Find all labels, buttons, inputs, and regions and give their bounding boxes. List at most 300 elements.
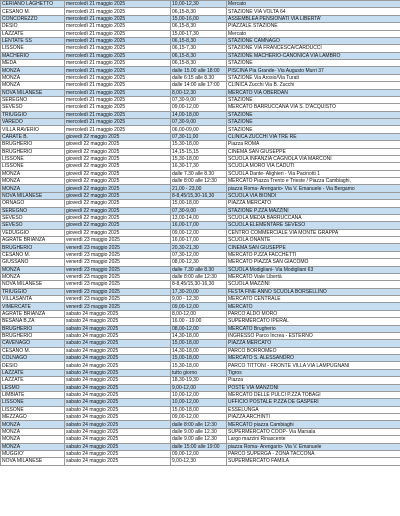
time-cell: 20,30-21,30 bbox=[171, 244, 227, 251]
location-cell: STAZIONE MACHERIO-CANONICA VIA LAMBRO bbox=[227, 52, 400, 59]
table-row bbox=[1, 82, 400, 89]
time-cell: dalle 8:00 alle 12:30 bbox=[171, 421, 227, 428]
time-cell: dalle 15:00 alle 19:00 bbox=[171, 443, 227, 450]
location-cell: STAZIONE VIA VOLTA 64 bbox=[227, 8, 400, 15]
date-cell: venerdì 23 maggio 2025 bbox=[65, 237, 171, 244]
location-cell: PISCINA Pia Grande- Via Augusto Murri 37 bbox=[227, 67, 400, 74]
table-row bbox=[1, 273, 400, 280]
city-cell: NOVA MILANESE bbox=[1, 192, 65, 199]
date-cell: sabato 24 maggio 2025 bbox=[65, 428, 171, 435]
table-row bbox=[1, 391, 400, 398]
table-row bbox=[1, 207, 400, 214]
location-cell: MERCATO Brugherio bbox=[227, 325, 400, 332]
time-cell: 06,15-8,30 bbox=[171, 52, 227, 59]
time-cell: 06,15-8,30 bbox=[171, 8, 227, 15]
location-cell: PIAZZALE STAZIONE bbox=[227, 23, 400, 30]
table-row bbox=[1, 443, 400, 450]
time-cell: 08,00-12,00 bbox=[171, 325, 227, 332]
table-row bbox=[1, 170, 400, 177]
date-cell: venerdì 23 maggio 2025 bbox=[65, 273, 171, 280]
date-cell: mercoledì 21 maggio 2025 bbox=[65, 1, 171, 8]
location-cell: MERCATO PIAZZA SAN GIACOMO bbox=[227, 259, 400, 266]
date-cell: sabato 24 maggio 2025 bbox=[65, 391, 171, 398]
location-cell: STAZIONE bbox=[227, 111, 400, 118]
location-cell: Mercato bbox=[227, 1, 400, 8]
date-cell: venerdì 23 maggio 2025 bbox=[65, 251, 171, 258]
location-cell: MERCATO CENTRALE bbox=[227, 296, 400, 303]
time-cell: 15,00-18,00 bbox=[171, 406, 227, 413]
location-cell: SCUOLA Modigliani- Via Modigliani 63 bbox=[227, 266, 400, 273]
city-cell: MONZA bbox=[1, 436, 65, 443]
table-row bbox=[1, 458, 400, 465]
city-cell: LISSONE bbox=[1, 163, 65, 170]
location-cell: MERCATO S. ALESSANDRO bbox=[227, 355, 400, 362]
date-cell: sabato 24 maggio 2025 bbox=[65, 332, 171, 339]
time-cell: 15,00-16,00 bbox=[171, 15, 227, 22]
location-cell: MERCATO Viale Libertà bbox=[227, 273, 400, 280]
table-row bbox=[1, 310, 400, 317]
time-cell: 18,30-19,30 bbox=[171, 377, 227, 384]
city-cell: BRUGHERIO bbox=[1, 148, 65, 155]
city-cell: CAVENAGO bbox=[1, 340, 65, 347]
date-cell: giovedì 22 maggio 2025 bbox=[65, 200, 171, 207]
time-cell: 06,15-7,30 bbox=[171, 45, 227, 52]
date-cell: venerdì 23 maggio 2025 bbox=[65, 259, 171, 266]
table-row bbox=[1, 15, 400, 22]
time-cell: 16,30-17,30 bbox=[171, 163, 227, 170]
location-cell: MERCATO piazza Cambiaghi bbox=[227, 421, 400, 428]
city-cell: MONZA bbox=[1, 67, 65, 74]
date-cell: giovedì 22 maggio 2025 bbox=[65, 229, 171, 236]
location-cell: POSTE VIA MANZONI bbox=[227, 384, 400, 391]
time-cell: 15,30-18,00 bbox=[171, 155, 227, 162]
date-cell: sabato 24 maggio 2025 bbox=[65, 414, 171, 421]
city-cell: MUGGIO' bbox=[1, 450, 65, 457]
date-cell: sabato 24 maggio 2025 bbox=[65, 355, 171, 362]
date-cell: sabato 24 maggio 2025 bbox=[65, 310, 171, 317]
date-cell: mercoledì 21 maggio 2025 bbox=[65, 8, 171, 15]
time-cell: 09,00-12,00 bbox=[171, 229, 227, 236]
city-cell: SEVESO bbox=[1, 104, 65, 111]
table-row bbox=[1, 318, 400, 325]
table-row bbox=[1, 288, 400, 295]
city-cell: CESANO M. bbox=[1, 251, 65, 258]
time-cell: tutto giorno bbox=[171, 369, 227, 376]
date-cell: venerdì 23 maggio 2025 bbox=[65, 296, 171, 303]
date-cell: mercoledì 21 maggio 2025 bbox=[65, 30, 171, 37]
city-cell: DESIO bbox=[1, 23, 65, 30]
city-cell: CERIANO LAGHETTO bbox=[1, 1, 65, 8]
date-cell: sabato 24 maggio 2025 bbox=[65, 347, 171, 354]
date-cell: sabato 24 maggio 2025 bbox=[65, 325, 171, 332]
location-cell: SCUOLA MORO VIA CADUTI bbox=[227, 163, 400, 170]
time-cell: 14,15-15,15 bbox=[171, 148, 227, 155]
city-cell: CARATE B. bbox=[1, 133, 65, 140]
table-row bbox=[1, 148, 400, 155]
table-row bbox=[1, 67, 400, 74]
city-cell: COLNAGO bbox=[1, 355, 65, 362]
table-row bbox=[1, 414, 400, 421]
location-cell: CLINICA ZUCCHI VIA TRE RE bbox=[227, 133, 400, 140]
time-cell: 15,30-18,00 bbox=[171, 141, 227, 148]
date-cell: giovedì 22 maggio 2025 bbox=[65, 178, 171, 185]
table-row bbox=[1, 244, 400, 251]
time-cell: 14,30-18,00 bbox=[171, 332, 227, 339]
date-cell: sabato 24 maggio 2025 bbox=[65, 318, 171, 325]
location-cell: Tigros bbox=[227, 369, 400, 376]
date-cell: mercoledì 21 maggio 2025 bbox=[65, 23, 171, 30]
table-row bbox=[1, 229, 400, 236]
table-row bbox=[1, 281, 400, 288]
time-cell: dalle 9.00 alle 12.30 bbox=[171, 428, 227, 435]
date-cell: sabato 24 maggio 2025 bbox=[65, 450, 171, 457]
date-cell: giovedì 22 maggio 2025 bbox=[65, 222, 171, 229]
table-row bbox=[1, 377, 400, 384]
date-cell: mercoledì 21 maggio 2025 bbox=[65, 104, 171, 111]
city-cell: LISSONE bbox=[1, 45, 65, 52]
location-cell: PIAZZA ARCHINTI bbox=[227, 414, 400, 421]
time-cell: 10,00-12,00 bbox=[171, 399, 227, 406]
events-table-body bbox=[1, 1, 400, 466]
city-cell: LAZZATE bbox=[1, 30, 65, 37]
table-row bbox=[1, 89, 400, 96]
time-cell: 9,00-12,00 bbox=[171, 384, 227, 391]
location-cell: PARCO TITTONI - FRONTE VILLA VIA LAMPUGNANI bbox=[227, 362, 400, 369]
table-row bbox=[1, 126, 400, 133]
time-cell: 16.00 - 19.00 bbox=[171, 318, 227, 325]
date-cell: mercoledì 21 maggio 2025 bbox=[65, 96, 171, 103]
date-cell: venerdì 23 maggio 2025 bbox=[65, 266, 171, 273]
date-cell: mercoledì 21 maggio 2025 bbox=[65, 82, 171, 89]
location-cell: Piazza ROMA bbox=[227, 141, 400, 148]
table-row bbox=[1, 303, 400, 310]
location-cell: SUPERMERCATO IPERAL bbox=[227, 318, 400, 325]
date-cell: venerdì 23 maggio 2025 bbox=[65, 303, 171, 310]
time-cell: 15,00-18,00 bbox=[171, 200, 227, 207]
location-cell: MERCATO Piazza Trento e Trieste / Piazza Cambiaghi, bbox=[227, 178, 400, 185]
time-cell: 16,00-17,00 bbox=[171, 237, 227, 244]
table-row bbox=[1, 23, 400, 30]
time-cell: 10,00-12,30 bbox=[171, 1, 227, 8]
location-cell: Piazza bbox=[227, 377, 400, 384]
table-row bbox=[1, 421, 400, 428]
location-cell: PIAZZA MERCATO bbox=[227, 200, 400, 207]
location-cell: SCUOLA ONANTE bbox=[227, 237, 400, 244]
city-cell: AGRATE BRIANZA bbox=[1, 310, 65, 317]
date-cell: sabato 24 maggio 2025 bbox=[65, 399, 171, 406]
location-cell: STAZIONE P.ZZA MAZZINI bbox=[227, 207, 400, 214]
table-row bbox=[1, 347, 400, 354]
table-row bbox=[1, 436, 400, 443]
table-row bbox=[1, 251, 400, 258]
date-cell: sabato 24 maggio 2025 bbox=[65, 443, 171, 450]
city-cell: MEZZAGO bbox=[1, 414, 65, 421]
location-cell: PARCO SUPERGA - ZONA TACCONA bbox=[227, 450, 400, 457]
location-cell: SCUOLA VIA BIONDI bbox=[227, 192, 400, 199]
location-cell: SCUOLA MAZZINI bbox=[227, 281, 400, 288]
city-cell: TRIUGGIO bbox=[1, 111, 65, 118]
location-cell: UFFICIO POSTALE P.ZZA DE GASPERI bbox=[227, 399, 400, 406]
date-cell: sabato 24 maggio 2025 bbox=[65, 384, 171, 391]
location-cell: ASSEMBLEA PENSIONATI VIA LIBERTA' bbox=[227, 15, 400, 22]
city-cell: MONZA bbox=[1, 82, 65, 89]
city-cell: GIUSSANO bbox=[1, 259, 65, 266]
time-cell: dalle 8:00 alle 12:30 bbox=[171, 273, 227, 280]
location-cell: INGRESSO Parco Increa - ESTERNO bbox=[227, 332, 400, 339]
time-cell: 9,00-12,30 bbox=[171, 458, 227, 465]
table-row bbox=[1, 332, 400, 339]
city-cell: LESMO bbox=[1, 384, 65, 391]
table-row bbox=[1, 362, 400, 369]
table-row bbox=[1, 369, 400, 376]
city-cell: BRUGHERIO bbox=[1, 141, 65, 148]
table-row bbox=[1, 192, 400, 199]
date-cell: sabato 24 maggio 2025 bbox=[65, 436, 171, 443]
city-cell: MEDA bbox=[1, 60, 65, 67]
date-cell: mercoledì 21 maggio 2025 bbox=[65, 119, 171, 126]
table-row bbox=[1, 8, 400, 15]
location-cell: SCUOLA Dante- Alighieri - Via Pacinotti 1 bbox=[227, 170, 400, 177]
time-cell: 14,00-18,00 bbox=[171, 111, 227, 118]
time-cell: 07,30-9,00 bbox=[171, 207, 227, 214]
time-cell: 13,00-14,00 bbox=[171, 214, 227, 221]
date-cell: sabato 24 maggio 2025 bbox=[65, 362, 171, 369]
table-row bbox=[1, 296, 400, 303]
city-cell: NOVA MILANESE bbox=[1, 89, 65, 96]
location-cell: CINEMA SAN GIUSEPPE bbox=[227, 244, 400, 251]
table-row bbox=[1, 96, 400, 103]
city-cell: CESANO M. bbox=[1, 8, 65, 15]
table-row bbox=[1, 155, 400, 162]
city-cell: ORNAGO bbox=[1, 200, 65, 207]
city-cell: BRUGHERIO bbox=[1, 325, 65, 332]
date-cell: mercoledì 21 maggio 2025 bbox=[65, 67, 171, 74]
table-row bbox=[1, 340, 400, 347]
table-row bbox=[1, 60, 400, 67]
time-cell: dalle 9.00 alle 12.30 bbox=[171, 436, 227, 443]
time-cell: 09,00-12,00 bbox=[171, 104, 227, 111]
location-cell: MERCATO BARRUCCANA VIA S. D'ACQUISTO bbox=[227, 104, 400, 111]
city-cell: LIMBIATE bbox=[1, 391, 65, 398]
city-cell: LAZZATE bbox=[1, 377, 65, 384]
location-cell: MERCATO VIA OBERDAN bbox=[227, 89, 400, 96]
table-row bbox=[1, 163, 400, 170]
time-cell: 9,00 - 12,30 bbox=[171, 296, 227, 303]
time-cell: 16,00-17,00 bbox=[171, 222, 227, 229]
date-cell: sabato 24 maggio 2025 bbox=[65, 421, 171, 428]
table-row bbox=[1, 111, 400, 118]
time-cell: 07,30-12,00 bbox=[171, 251, 227, 258]
date-cell: giovedì 22 maggio 2025 bbox=[65, 148, 171, 155]
city-cell: MONZA bbox=[1, 273, 65, 280]
time-cell: 07,30-9,00 bbox=[171, 119, 227, 126]
time-cell: dalle 7.30 alle 8.30 bbox=[171, 170, 227, 177]
table-row bbox=[1, 259, 400, 266]
location-cell: STAZIONE VIA FRANCESCA/CARDUCCI bbox=[227, 45, 400, 52]
time-cell: 21,00 - 23,00 bbox=[171, 185, 227, 192]
date-cell: mercoledì 21 maggio 2025 bbox=[65, 45, 171, 52]
date-cell: giovedì 22 maggio 2025 bbox=[65, 133, 171, 140]
time-cell: 06,00-09,00 bbox=[171, 126, 227, 133]
table-row bbox=[1, 104, 400, 111]
time-cell: 06,15-8,30 bbox=[171, 37, 227, 44]
city-cell: VILLA RAVERIO bbox=[1, 126, 65, 133]
table-row bbox=[1, 52, 400, 59]
date-cell: sabato 24 maggio 2025 bbox=[65, 458, 171, 465]
city-cell: MONZA bbox=[1, 74, 65, 81]
city-cell: CESANO M. bbox=[1, 347, 65, 354]
time-cell: 15,00-18,00 bbox=[171, 355, 227, 362]
city-cell: DESIO bbox=[1, 362, 65, 369]
location-cell: SUPERMERCATO COOP- Via Marsala bbox=[227, 428, 400, 435]
location-cell: STAZIONE CAMNAGO bbox=[227, 37, 400, 44]
date-cell: mercoledì 21 maggio 2025 bbox=[65, 89, 171, 96]
date-cell: sabato 24 maggio 2025 bbox=[65, 406, 171, 413]
location-cell: SCUOLA MEDIA BARRUCCANA bbox=[227, 214, 400, 221]
city-cell: BESANA B.ZA bbox=[1, 318, 65, 325]
date-cell: venerdì 23 maggio 2025 bbox=[65, 244, 171, 251]
date-cell: sabato 24 maggio 2025 bbox=[65, 340, 171, 347]
time-cell: 09,00-12,00 bbox=[171, 303, 227, 310]
time-cell: dalle 7.30 alle 8.30 bbox=[171, 266, 227, 273]
location-cell: FESTA FINE ANNO SCUOLA BORSELLINO bbox=[227, 288, 400, 295]
city-cell: SEREGNO bbox=[1, 96, 65, 103]
time-cell: 09,00-12,00 bbox=[171, 450, 227, 457]
table-row bbox=[1, 185, 400, 192]
date-cell: giovedì 22 maggio 2025 bbox=[65, 163, 171, 170]
time-cell: 15,00-17,30 bbox=[171, 30, 227, 37]
time-cell: 8-8,45/15,30-16,30 bbox=[171, 192, 227, 199]
table-row bbox=[1, 406, 400, 413]
time-cell: 15,30-18,00 bbox=[171, 362, 227, 369]
city-cell: LISSONE bbox=[1, 399, 65, 406]
city-cell: SEVESO bbox=[1, 222, 65, 229]
time-cell: 17,30-20,00 bbox=[171, 288, 227, 295]
location-cell: SUPERMERCATO FAMILA bbox=[227, 458, 400, 465]
table-row bbox=[1, 30, 400, 37]
city-cell: MONZA bbox=[1, 443, 65, 450]
city-cell: MONZA bbox=[1, 266, 65, 273]
location-cell: PARCO BORROMEO bbox=[227, 347, 400, 354]
time-cell: 10,00-12,00 bbox=[171, 391, 227, 398]
date-cell: giovedì 22 maggio 2025 bbox=[65, 214, 171, 221]
city-cell: SEVESO bbox=[1, 214, 65, 221]
city-cell: BRUGHERIO bbox=[1, 332, 65, 339]
date-cell: venerdì 23 maggio 2025 bbox=[65, 288, 171, 295]
date-cell: giovedì 22 maggio 2025 bbox=[65, 192, 171, 199]
city-cell: VEDUGGIO bbox=[1, 229, 65, 236]
table-row bbox=[1, 119, 400, 126]
time-cell: 8,00-12,30 bbox=[171, 89, 227, 96]
table-row bbox=[1, 355, 400, 362]
city-cell: BRUGHERIO bbox=[1, 244, 65, 251]
table-row bbox=[1, 450, 400, 457]
time-cell: 8,00-12,00 bbox=[171, 310, 227, 317]
time-cell: dalle 6:15 alle 8.30 bbox=[171, 74, 227, 81]
date-cell: giovedì 22 maggio 2025 bbox=[65, 185, 171, 192]
time-cell: 07,30-9,00 bbox=[171, 96, 227, 103]
time-cell: 8-8,45/15,30-16,30 bbox=[171, 281, 227, 288]
location-cell: MERCATO P.ZZA FACCHETTI bbox=[227, 251, 400, 258]
location-cell: STAZIONE bbox=[227, 96, 400, 103]
time-cell: 08,00-12,30 bbox=[171, 259, 227, 266]
location-cell: SCUOLA INFANZIA CAGNOLA VIA MARCONI bbox=[227, 155, 400, 162]
time-cell: 06,15-8,30 bbox=[171, 23, 227, 30]
date-cell: mercoledì 21 maggio 2025 bbox=[65, 37, 171, 44]
city-cell: TRIUGGIO bbox=[1, 288, 65, 295]
city-cell: VILLASANTA bbox=[1, 296, 65, 303]
time-cell: 09,00-12,00 bbox=[171, 414, 227, 421]
date-cell: giovedì 22 maggio 2025 bbox=[65, 207, 171, 214]
time-cell: 06,15-8,30 bbox=[171, 60, 227, 67]
city-cell: SEREGNO bbox=[1, 207, 65, 214]
city-cell: NOVA MILANESE bbox=[1, 458, 65, 465]
location-cell: piazza Roma- Arengario- Via V. Emanuele - Via Bergamo bbox=[227, 185, 400, 192]
date-cell: mercoledì 21 maggio 2025 bbox=[65, 126, 171, 133]
time-cell: dalle 14:00 alle 17:00 bbox=[171, 82, 227, 89]
table-row bbox=[1, 37, 400, 44]
location-cell: CINEMA SAN GIUSEPPE bbox=[227, 148, 400, 155]
city-cell: MACHERIO bbox=[1, 52, 65, 59]
location-cell: STAZIONE bbox=[227, 60, 400, 67]
location-cell: PARCO ALDO MORO bbox=[227, 310, 400, 317]
table-row bbox=[1, 74, 400, 81]
city-cell: LISSONE bbox=[1, 155, 65, 162]
location-cell: Largo mazzini Rinascente bbox=[227, 436, 400, 443]
table-row bbox=[1, 141, 400, 148]
city-cell: MONZA bbox=[1, 428, 65, 435]
city-cell: VAREDO bbox=[1, 119, 65, 126]
location-cell: CENTRO COMMERCIALE VIA MONTE GRAPPA bbox=[227, 229, 400, 236]
date-cell: mercoledì 21 maggio 2025 bbox=[65, 74, 171, 81]
city-cell: MONZA bbox=[1, 170, 65, 177]
date-cell: mercoledì 21 maggio 2025 bbox=[65, 15, 171, 22]
location-cell: PIAZZA MERCATO bbox=[227, 340, 400, 347]
date-cell: giovedì 22 maggio 2025 bbox=[65, 141, 171, 148]
table-row bbox=[1, 1, 400, 8]
table-row bbox=[1, 325, 400, 332]
city-cell: VIMERCATE bbox=[1, 303, 65, 310]
time-cell: dalle 15.00 alle 18:00 bbox=[171, 67, 227, 74]
time-cell: 14,30-18,00 bbox=[171, 347, 227, 354]
location-cell: SCUOLA ELEMENTARE SEVESO bbox=[227, 222, 400, 229]
city-cell: NOVA MILANESE bbox=[1, 281, 65, 288]
time-cell: 15,00-18,00 bbox=[171, 340, 227, 347]
table-row bbox=[1, 45, 400, 52]
location-cell: ESSELUNGA bbox=[227, 406, 400, 413]
table-row bbox=[1, 178, 400, 185]
table-row bbox=[1, 214, 400, 221]
city-cell: LAZZATE bbox=[1, 369, 65, 376]
city-cell: MONZA bbox=[1, 185, 65, 192]
location-cell: Mercato bbox=[227, 30, 400, 37]
table-row bbox=[1, 266, 400, 273]
location-cell: STAZIONE Via Arosio/Via Turati bbox=[227, 74, 400, 81]
table-row bbox=[1, 399, 400, 406]
city-cell: MONZA bbox=[1, 421, 65, 428]
date-cell: mercoledì 21 maggio 2025 bbox=[65, 52, 171, 59]
location-cell: STAZIONE bbox=[227, 119, 400, 126]
table-row bbox=[1, 200, 400, 207]
date-cell: giovedì 22 maggio 2025 bbox=[65, 170, 171, 177]
time-cell: 07,30-11,00 bbox=[171, 133, 227, 140]
city-cell: MONZA bbox=[1, 178, 65, 185]
location-cell: MERCATO DELLE PULCI P.ZZA TOBAGI bbox=[227, 391, 400, 398]
date-cell: sabato 24 maggio 2025 bbox=[65, 377, 171, 384]
table-row bbox=[1, 237, 400, 244]
location-cell: piazza Roma- Arengario- Via V. Emanuele bbox=[227, 443, 400, 450]
date-cell: venerdì 23 maggio 2025 bbox=[65, 281, 171, 288]
